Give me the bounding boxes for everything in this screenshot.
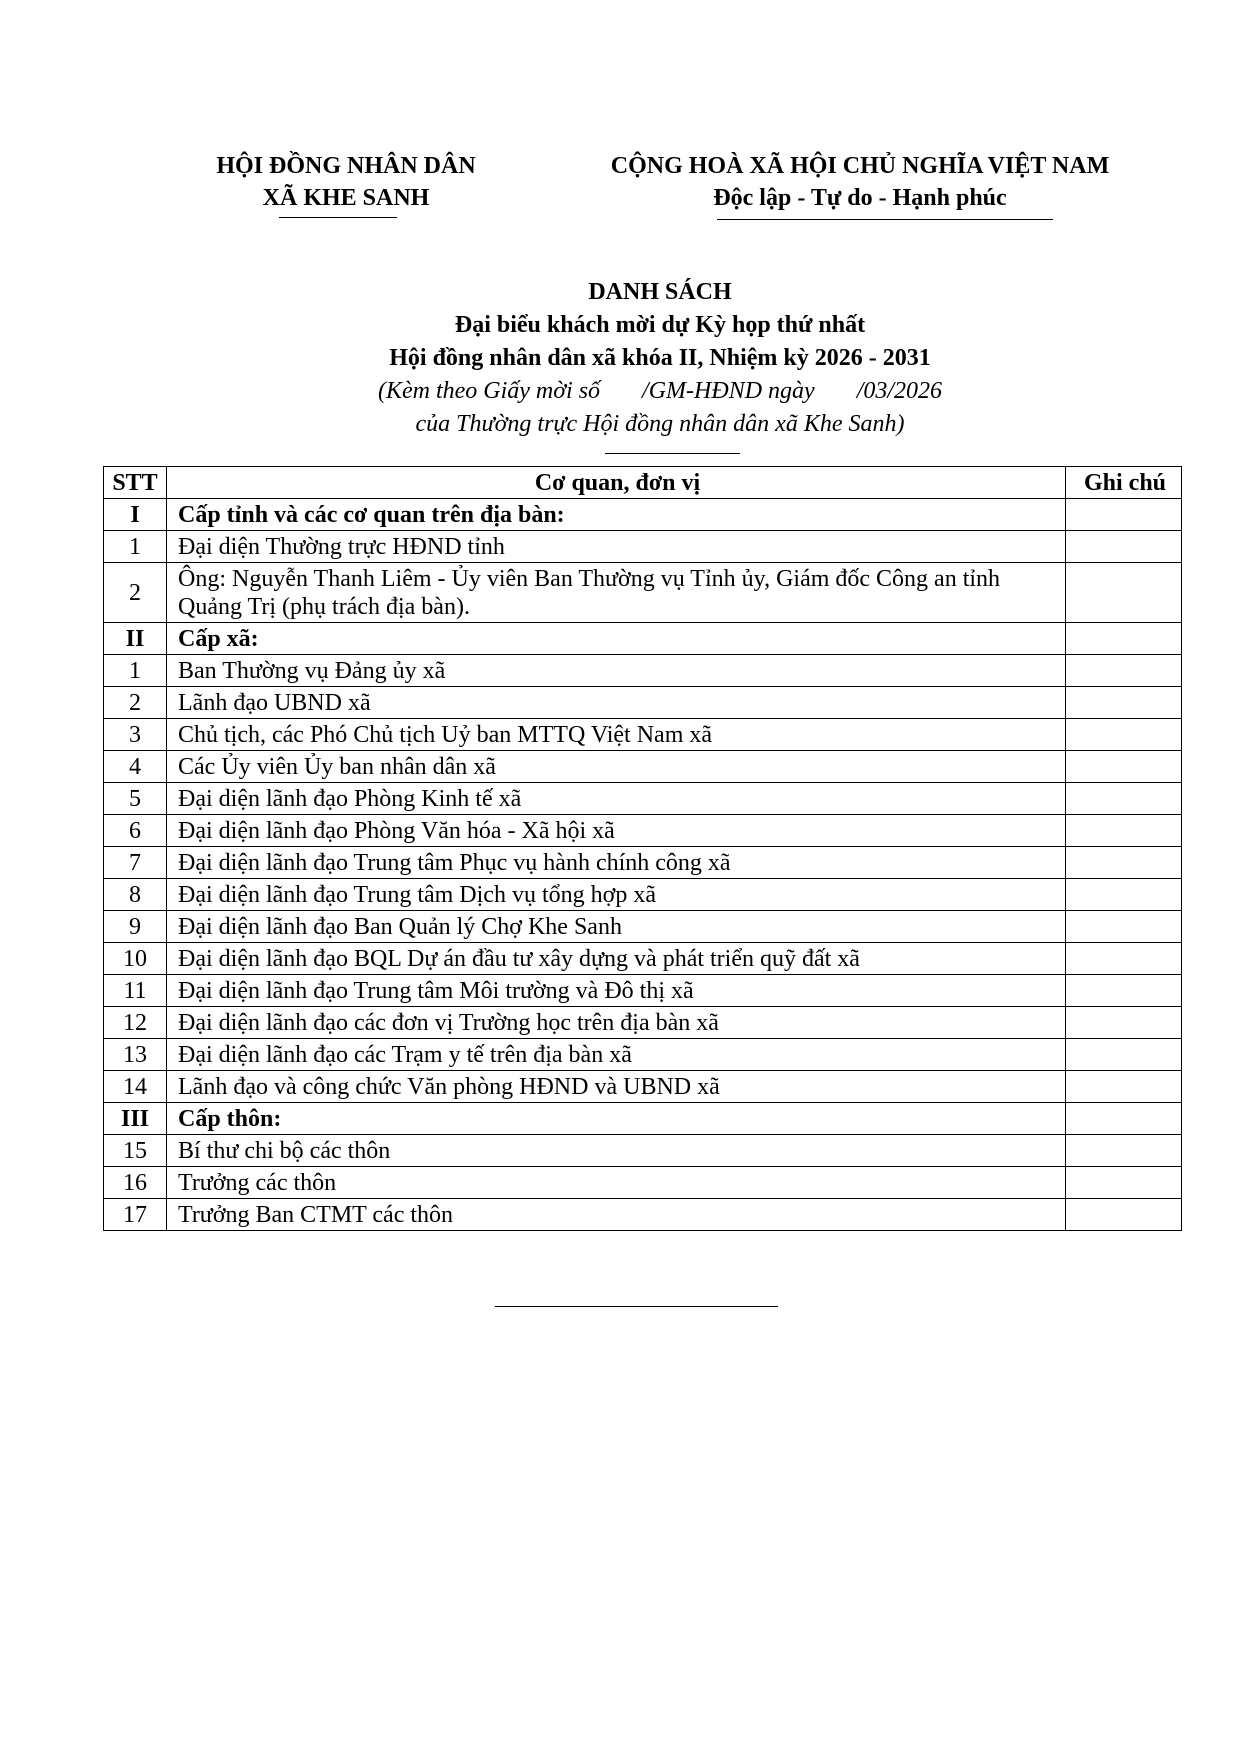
table-row <box>104 1007 1182 1039</box>
end-of-document-rule <box>495 1306 778 1307</box>
row-stt: 2 <box>104 563 167 623</box>
row-unit: Đại diện lãnh đạo Trung tâm Dịch vụ tổng hợp xã <box>167 879 1066 911</box>
motto-underline <box>717 219 1053 220</box>
row-note <box>1066 623 1182 655</box>
row-stt: III <box>104 1103 167 1135</box>
table-row <box>104 655 1182 687</box>
row-unit: Đại diện lãnh đạo BQL Dự án đầu tư xây dựng và phát triển quỹ đất xã <box>167 943 1066 975</box>
row-unit: Đại diện lãnh đạo Phòng Văn hóa - Xã hội xã <box>167 815 1066 847</box>
table-header-row <box>104 467 1182 499</box>
row-unit: Đại diện lãnh đạo Ban Quản lý Chợ Khe Sanh <box>167 911 1066 943</box>
title-issuer-ref: của Thường trực Hội đồng nhân dân xã Khe Sanh) <box>415 411 905 437</box>
table-row <box>104 879 1182 911</box>
issuer-commune: XÃ KHE SANH <box>262 185 430 211</box>
table-row <box>104 499 1182 531</box>
row-stt: 3 <box>104 719 167 751</box>
issuer-block <box>178 150 514 214</box>
table-row <box>104 751 1182 783</box>
header-stt: STT <box>104 467 167 499</box>
table-row <box>104 975 1182 1007</box>
row-note <box>1066 1103 1182 1135</box>
header-unit: Cơ quan, đơn vị <box>167 467 1066 499</box>
document-title <box>100 276 1220 441</box>
row-note <box>1066 687 1182 719</box>
table-row <box>104 531 1182 563</box>
row-unit: Bí thư chi bộ các thôn <box>167 1135 1066 1167</box>
row-stt: 1 <box>104 531 167 563</box>
title-main: DANH SÁCH <box>588 279 732 305</box>
row-unit: Ông: Nguyễn Thanh Liêm - Ủy viên Ban Thường vụ Tỉnh ủy, Giám đốc Công an tỉnh Quảng Trị (phụ trách địa bàn). <box>167 563 1066 623</box>
row-stt: 7 <box>104 847 167 879</box>
row-stt: 9 <box>104 911 167 943</box>
row-stt: 13 <box>104 1039 167 1071</box>
row-unit: Cấp thôn: <box>167 1103 1066 1135</box>
issuer-underline <box>279 217 397 218</box>
guest-list-table <box>103 466 1182 1231</box>
row-note <box>1066 911 1182 943</box>
row-stt: 2 <box>104 687 167 719</box>
row-unit: Đại diện lãnh đạo Phòng Kinh tế xã <box>167 783 1066 815</box>
title-subject: Đại biểu khách mời dự Kỳ họp thứ nhất <box>454 312 866 338</box>
row-note <box>1066 1135 1182 1167</box>
row-note <box>1066 783 1182 815</box>
table-row <box>104 783 1182 815</box>
row-unit: Đại diện lãnh đạo Trung tâm Môi trường và Đô thị xã <box>167 975 1066 1007</box>
row-stt: 4 <box>104 751 167 783</box>
row-note <box>1066 815 1182 847</box>
table-row <box>104 687 1182 719</box>
national-name: CỘNG HOÀ XÃ HỘI CHỦ NGHĨA VIỆT NAM <box>610 153 1110 179</box>
table-row <box>104 847 1182 879</box>
table-row <box>104 563 1182 623</box>
row-stt: 6 <box>104 815 167 847</box>
title-underline <box>605 453 740 454</box>
row-stt: 12 <box>104 1007 167 1039</box>
row-stt: 15 <box>104 1135 167 1167</box>
table-row <box>104 943 1182 975</box>
row-note <box>1066 563 1182 623</box>
row-note <box>1066 975 1182 1007</box>
row-note <box>1066 499 1182 531</box>
table-row <box>104 815 1182 847</box>
table-row <box>104 623 1182 655</box>
row-unit: Trưởng Ban CTMT các thôn <box>167 1199 1066 1231</box>
table-row <box>104 1071 1182 1103</box>
row-note <box>1066 1199 1182 1231</box>
table-row <box>104 1039 1182 1071</box>
title-attachment-ref: (Kèm theo Giấy mời số /GM-HĐND ngày /03/2026 <box>377 378 943 404</box>
row-note <box>1066 847 1182 879</box>
row-unit: Các Ủy viên Ủy ban nhân dân xã <box>167 751 1066 783</box>
row-unit: Lãnh đạo và công chức Văn phòng HĐND và UBND xã <box>167 1071 1066 1103</box>
row-note <box>1066 751 1182 783</box>
row-stt: 14 <box>104 1071 167 1103</box>
row-unit: Trưởng các thôn <box>167 1167 1066 1199</box>
row-unit: Đại diện Thường trực HĐND tỉnh <box>167 531 1066 563</box>
row-note <box>1066 879 1182 911</box>
row-note <box>1066 1167 1182 1199</box>
row-note <box>1066 943 1182 975</box>
table-row <box>104 1199 1182 1231</box>
row-stt: I <box>104 499 167 531</box>
row-note <box>1066 1071 1182 1103</box>
row-unit: Cấp xã: <box>167 623 1066 655</box>
row-unit: Lãnh đạo UBND xã <box>167 687 1066 719</box>
row-note <box>1066 531 1182 563</box>
table-row <box>104 911 1182 943</box>
row-note <box>1066 719 1182 751</box>
row-note <box>1066 1007 1182 1039</box>
national-motto: Độc lập - Tự do - Hạnh phúc <box>713 185 1007 211</box>
row-stt: 5 <box>104 783 167 815</box>
row-stt: II <box>104 623 167 655</box>
row-stt: 10 <box>104 943 167 975</box>
row-stt: 17 <box>104 1199 167 1231</box>
issuer-name: HỘI ĐỒNG NHÂN DÂN <box>216 153 476 179</box>
row-stt: 1 <box>104 655 167 687</box>
row-unit: Đại diện lãnh đạo các Trạm y tế trên địa bàn xã <box>167 1039 1066 1071</box>
row-note <box>1066 1039 1182 1071</box>
table-row <box>104 719 1182 751</box>
row-unit: Chủ tịch, các Phó Chủ tịch Uỷ ban MTTQ Việt Nam xã <box>167 719 1066 751</box>
title-council: Hội đồng nhân dân xã khóa II, Nhiệm kỳ 2026 - 2031 <box>389 345 931 371</box>
row-unit: Đại diện lãnh đạo Trung tâm Phục vụ hành chính công xã <box>167 847 1066 879</box>
row-unit: Cấp tỉnh và các cơ quan trên địa bàn: <box>167 499 1066 531</box>
national-header <box>570 150 1150 214</box>
table-row <box>104 1135 1182 1167</box>
row-stt: 8 <box>104 879 167 911</box>
row-unit: Đại diện lãnh đạo các đơn vị Trường học trên địa bàn xã <box>167 1007 1066 1039</box>
row-note <box>1066 655 1182 687</box>
header-note: Ghi chú <box>1066 467 1182 499</box>
table-row <box>104 1167 1182 1199</box>
row-unit: Ban Thường vụ Đảng ủy xã <box>167 655 1066 687</box>
table-row <box>104 1103 1182 1135</box>
row-stt: 16 <box>104 1167 167 1199</box>
row-stt: 11 <box>104 975 167 1007</box>
